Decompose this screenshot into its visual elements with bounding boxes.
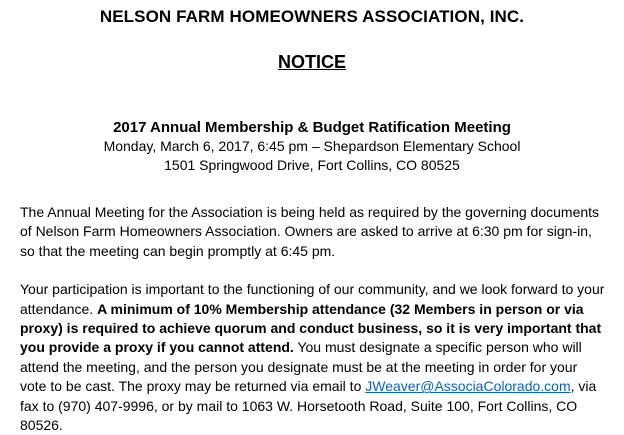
participation-paragraph — [18, 280, 606, 435]
meeting-details — [18, 118, 606, 175]
participation-intro: Your participation is important to the functioning of our community, and we look forward to your attendance. — [20, 281, 605, 317]
proxy-designation-text: You must designate a specific person who will attend the meeting, and the person you designate must be at the meeting in order for your vote to be cast. The proxy may be returned via email to — [20, 339, 582, 395]
annual-meeting-paragraph: The Annual Meeting for the Association is being held as required by the governing documents of Nelson Farm Homeowners Association. Owners are asked to arrive at 6:30 pm for sign-in, so that the meeting can begin promptly at 6:45 pm. — [20, 204, 600, 259]
meeting-address: 1501 Springwood Drive, Fort Collins, CO 80525 — [164, 157, 460, 173]
proxy-email-link[interactable]: JWeaver@AssociaColorado.com — [365, 378, 571, 395]
quorum-requirement: A minimum of 10% Membership attendance (32 Members in person or via proxy) is required to achieve quorum and conduct business, so it is very important that you provide a proxy if you cannot attend. — [20, 300, 602, 356]
organization-title: NELSON FARM HOMEOWNERS ASSOCIATION, INC. — [99, 7, 525, 26]
proxy-return-methods: , via fax to (970) 407-9996, or by mail to 1063 W. Horsetooth Road, Suite 100, Fort Collins, CO 80526. — [20, 378, 597, 434]
meeting-title: 2017 Annual Membership & Budget Ratification Meeting — [113, 119, 511, 136]
notice-heading: NOTICE — [277, 52, 346, 72]
meeting-datetime-location: Monday, March 6, 2017, 6:45 pm – Shepardson Elementary School — [103, 138, 521, 154]
